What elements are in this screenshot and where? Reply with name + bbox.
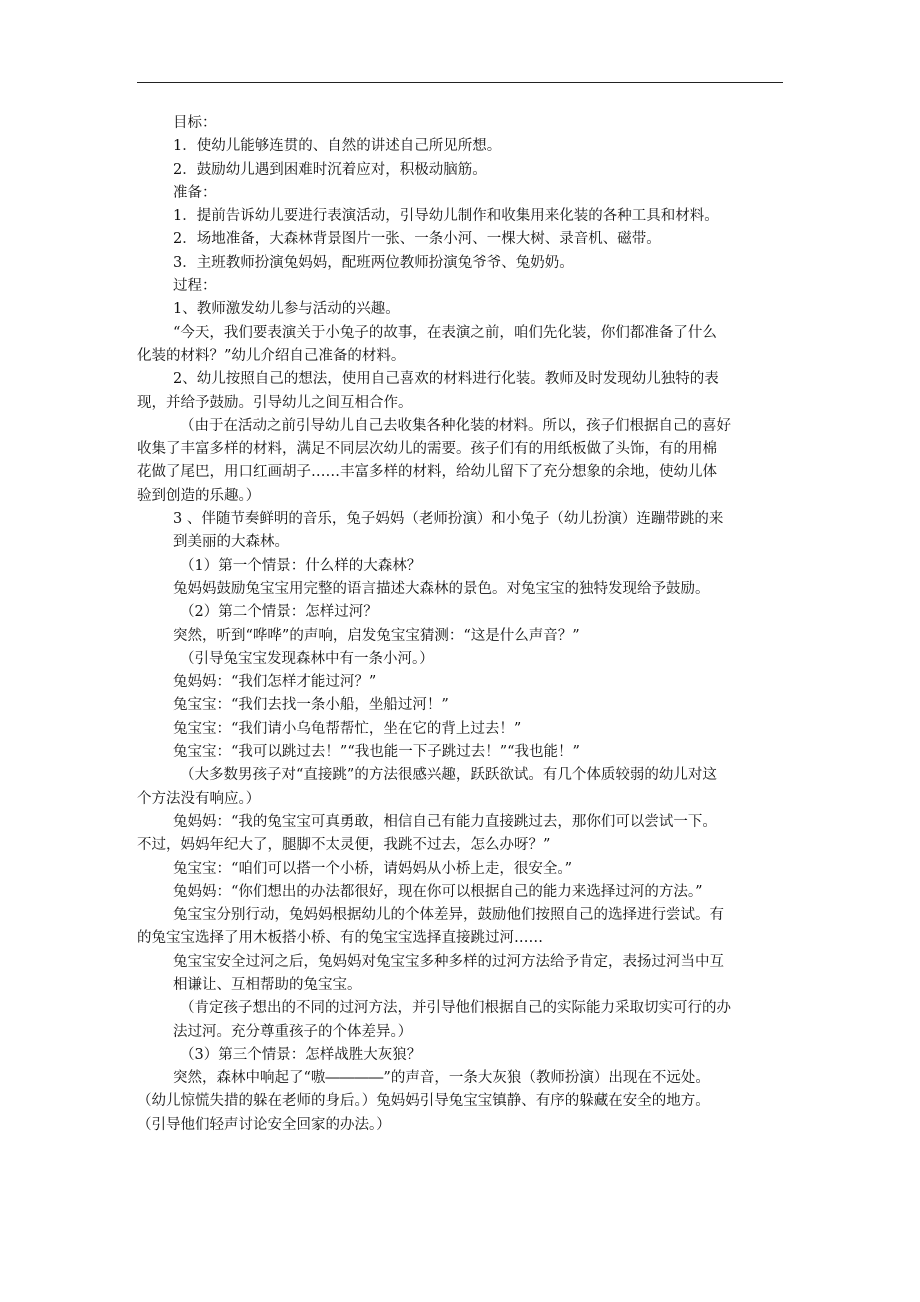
paragraph-line: （肯定孩子想出的不同的过河方法，并引导他们根据自己的实际能力采取切实可行的办	[180, 1000, 731, 1017]
document-body	[137, 112, 783, 1137]
paragraph-line: 相谦让、互相帮助的兔宝宝。	[173, 976, 362, 993]
preparation-item: 3．主班教师扮演兔妈妈，配班两位教师扮演兔爷爷、兔奶奶。	[173, 254, 574, 271]
paragraph-line: 收集了丰富多样的材料，满足不同层次幼儿的需要。孩子们有的用纸板做了头饰，有的用棉	[137, 441, 717, 458]
section-heading-preparation: 准备：	[173, 184, 217, 201]
dialogue-line: 兔宝宝：“咱们可以搭一个小桥，请妈妈从小桥上走，很安全。”	[173, 860, 573, 877]
goal-item: 2．鼓励幼儿遇到困难时沉着应对，积极动脑筋。	[173, 161, 487, 178]
paragraph-line: 现，并给予鼓励。引导幼儿之间互相合作。	[137, 394, 413, 411]
section-heading-process: 过程：	[173, 278, 217, 295]
scene-heading: （2）第二个情景：怎样过河？	[180, 604, 378, 621]
goal-item: 1．使幼儿能够连贯的、自然的讲述自己所见所想。	[173, 138, 502, 155]
header-rule	[137, 82, 783, 83]
preparation-item: 1．提前告诉幼儿要进行表演活动，引导幼儿制作和收集用来化装的各种工具和材料。	[173, 208, 719, 225]
process-step: 1、教师激发幼儿参与活动的兴趣。	[173, 301, 400, 318]
paragraph-line: 兔妈妈鼓励兔宝宝用完整的语言描述大森林的景色。对兔宝宝的独特发现给予鼓励。	[173, 580, 710, 597]
dialogue-line: 兔宝宝：“我可以跳过去！”“我也能一下子跳过去！”“我也能！”	[173, 744, 580, 761]
paragraph-line: （由于在活动之前引导幼儿自己去收集各种化装的材料。所以，孩子们根据自己的喜好	[180, 417, 731, 434]
paragraph-line: 化装的材料？”幼儿介绍自己准备的材料。	[137, 347, 406, 364]
paragraph-line: 法过河。充分尊重孩子的个体差异。）	[173, 1023, 413, 1040]
paragraph-line: 突然，听到“哗哗”的声响，启发兔宝宝猜测：“这是什么声音？”	[173, 627, 580, 644]
paragraph-line: （幼儿惊慌失措的躲在老师的身后。）兔妈妈引导兔宝宝镇静、有序的躲藏在安全的地方。	[137, 1093, 710, 1110]
paragraph-line: （大多数男孩子对“直接跳”的方法很感兴趣，跃跃欲试。有几个体质较弱的幼儿对这	[180, 767, 717, 784]
paragraph-line: （引导他们轻声讨论安全回家的办法。）	[137, 1116, 391, 1133]
paragraph-line: 个方法没有响应。）	[137, 790, 261, 807]
dialogue-line: 不过，妈妈年纪大了，腿脚不太灵便，我跳不过去，怎么办呀？”	[137, 837, 551, 854]
process-step: 3 、伴随节奏鲜明的音乐，兔子妈妈（老师扮演）和小兔子（幼儿扮演）连蹦带跳的来	[173, 511, 724, 528]
paragraph-line: （引导兔宝宝发现森林中有一条小河。）	[180, 650, 434, 667]
paragraph-line: 兔宝宝分别行动，兔妈妈根据幼儿的个体差异，鼓励他们按照自己的选择进行尝试。有	[173, 907, 724, 924]
paragraph-line: 兔宝宝安全过河之后，兔妈妈对兔宝宝多种多样的过河方法给予肯定，表扬过河当中互	[173, 953, 724, 970]
paragraph-line: “今天，我们要表演关于小兔子的故事，在表演之前，咱们先化装，你们都准备了什么	[173, 324, 717, 341]
paragraph-line: 突然，森林中响起了“嗷――――”的声音，一条大灰狼（教师扮演）出现在不远处。	[173, 1070, 710, 1087]
paragraph-line: 到美丽的大森林。	[173, 534, 289, 551]
paragraph-line: 花做了尾巴，用口红画胡子……丰富多样的材料，给幼儿留下了充分想象的余地，使幼儿体	[137, 464, 717, 481]
paragraph-line: 验到创造的乐趣。）	[137, 487, 261, 504]
dialogue-line: 兔妈妈：“我的兔宝宝可真勇敢，相信自己有能力直接跳过去，那你们可以尝试一下。	[173, 813, 717, 830]
dialogue-line: 兔妈妈：“我们怎样才能过河？”	[173, 674, 377, 691]
dialogue-line: 兔宝宝：“我们请小乌龟帮帮忙，坐在它的背上过去！”	[173, 720, 522, 737]
scene-heading: （1）第一个情景：什么样的大森林？	[180, 557, 422, 574]
preparation-item: 2．场地准备，大森林背景图片一张、一条小河、一棵大树、录音机、磁带。	[173, 231, 661, 248]
paragraph-line: 的兔宝宝选择了用木板搭小桥、有的兔宝宝选择直接跳过河……	[137, 930, 543, 947]
process-step: 2、幼儿按照自己的想法，使用自己喜欢的材料进行化装。教师及时发现幼儿独特的表	[173, 371, 719, 388]
scene-heading: （3）第三个情景：怎样战胜大灰狼？	[180, 1046, 422, 1063]
dialogue-line: 兔宝宝：“我们去找一条小船，坐船过河！”	[173, 697, 449, 714]
section-heading-goals: 目标：	[173, 115, 217, 131]
dialogue-line: 兔妈妈：“你们想出的办法都很好，现在你可以根据自己的能力来选择过河的方法。”	[173, 883, 703, 900]
